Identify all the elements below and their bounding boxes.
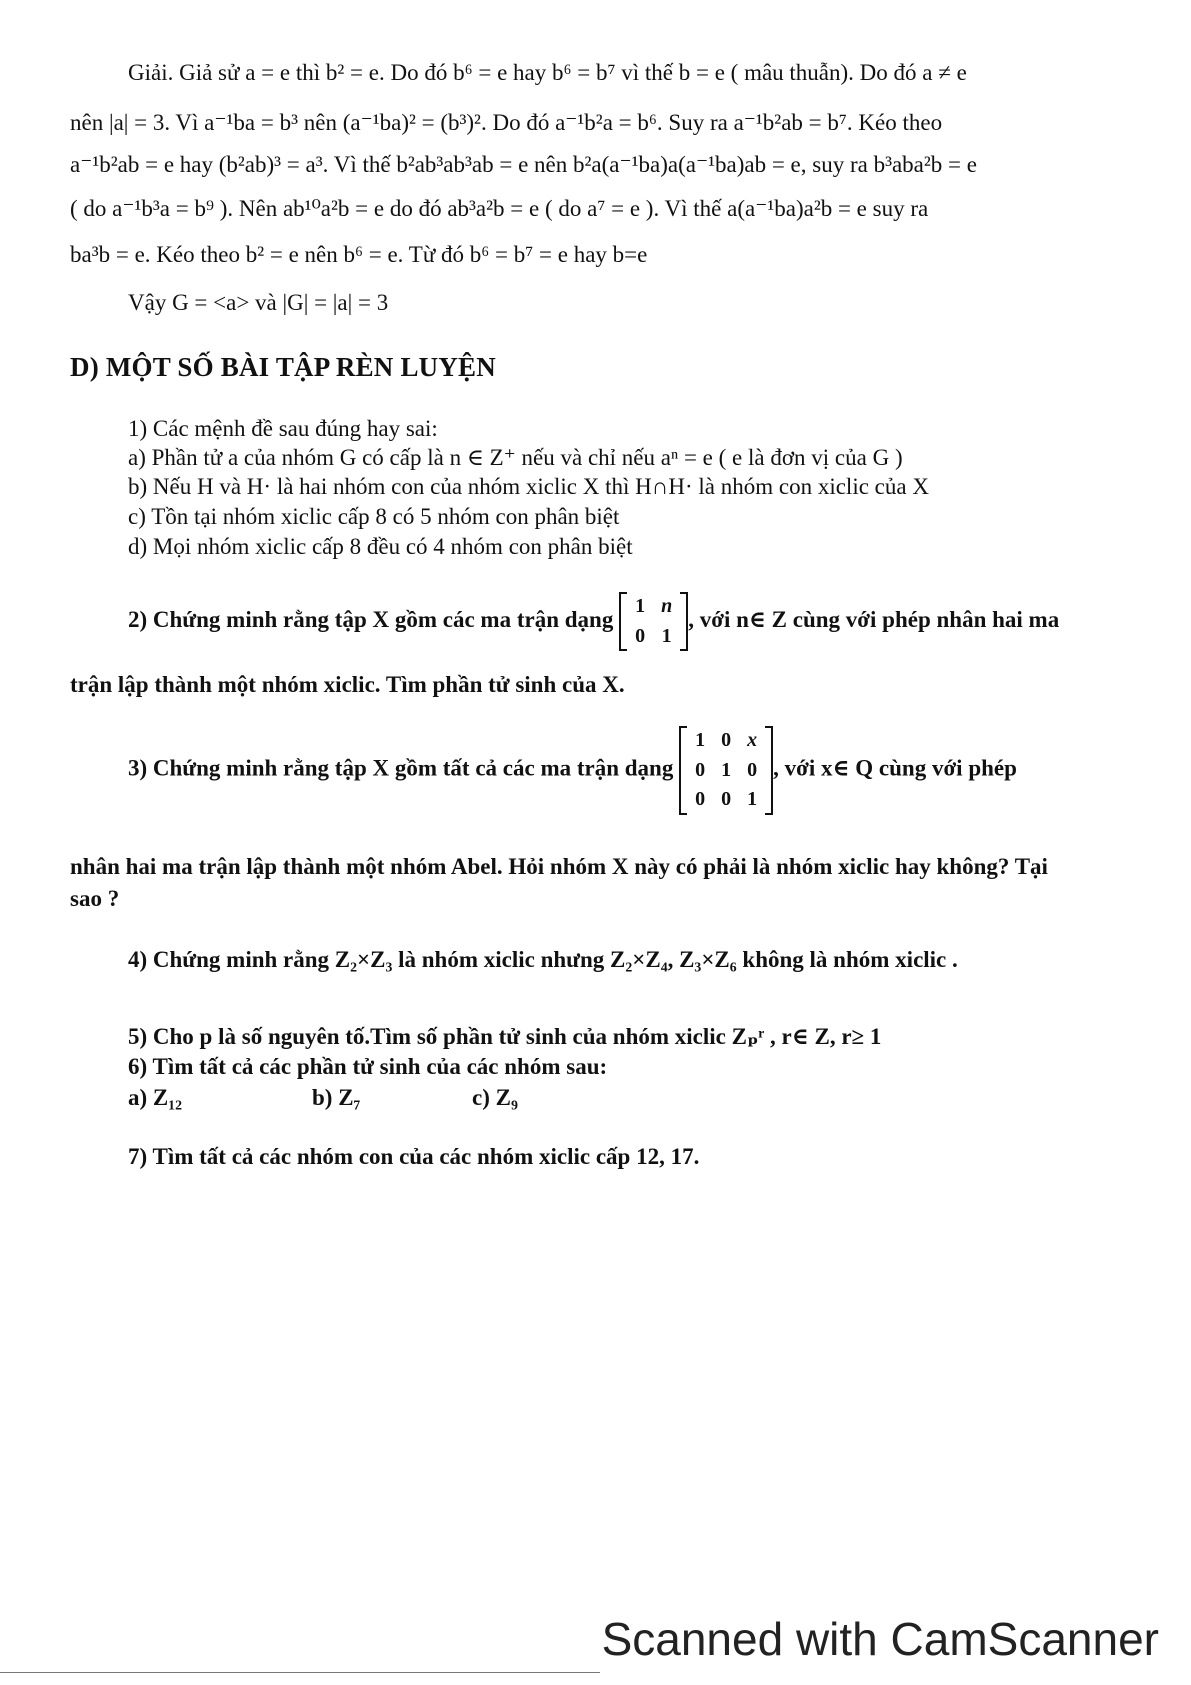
- solution-line-5: ba³b = e. Kéo theo b² = e nên b⁶ = e. Từ đó b⁶ = b⁷ = e hay b=e: [70, 242, 648, 267]
- exercise-7: 7) Tìm tất cả các nhóm con của các nhóm xiclic cấp 12, 17.: [128, 1144, 700, 1169]
- bottom-rule: [0, 1672, 600, 1673]
- exercise-5: 5) Cho p là số nguyên tố.Tìm số phần tử sinh của nhóm xiclic Zₚʳ , r∈ Z, r≥ 1: [128, 1024, 882, 1049]
- exercise-6-a: a) Z₁₂: [128, 1085, 183, 1110]
- section-title: D) MỘT SỐ BÀI TẬP RÈN LUYỆN: [70, 352, 496, 382]
- exercise-1-b: b) Nếu H và H· là hai nhóm con của nhóm xiclic X thì H∩H· là nhóm con xiclic của X: [128, 474, 929, 499]
- matrix-2x2: 1 n 0 1: [619, 592, 688, 651]
- exercise-3-text-cont: , với x∈ Q cùng với phép: [773, 755, 1017, 781]
- camscanner-watermark: Scanned with CamScanner: [601, 1613, 1159, 1665]
- solution-line-4: ( do a⁻¹b³a = b⁹ ). Nên ab¹⁰a²b = e do đó ab³a²b = e ( do a⁷ = e ). Vì thế a(a⁻¹ba)a²b = e suy ra: [70, 196, 929, 221]
- exercise-2: [128, 592, 1059, 651]
- exercise-6-intro: 6) Tìm tất cả các phần tử sinh của các nhóm sau:: [128, 1054, 608, 1079]
- exercise-1-c: c) Tồn tại nhóm xiclic cấp 8 có 5 nhóm con phân biệt: [128, 504, 620, 529]
- solution-line-2: nên |a| = 3. Vì a⁻¹ba = b³ nên (a⁻¹ba)² = (b³)². Do đó a⁻¹b²a = b⁶. Suy ra a⁻¹b²ab = b⁷. Kéo theo: [70, 110, 943, 135]
- solution-line-1: Giải. Giả sử a = e thì b² = e. Do đó b⁶ = e hay b⁶ = b⁷ vì thế b = e ( mâu thuẫn). Do đó a ≠ e: [128, 60, 967, 85]
- exercise-3: [128, 726, 1017, 815]
- exercise-3-text: 3) Chứng minh rằng tập X gồm tất cả các ma trận dạng: [128, 755, 674, 781]
- exercise-1-d: d) Mọi nhóm xiclic cấp 8 đều có 4 nhóm con phân biệt: [128, 534, 633, 559]
- exercise-6-c: c) Z₉: [472, 1085, 518, 1110]
- exercise-2-line-2: trận lập thành một nhóm xiclic. Tìm phần tử sinh của X.: [70, 672, 625, 697]
- matrix-3x3: 1 0 x 0 1 0 0 0 1: [679, 726, 773, 815]
- exercise-2-text: 2) Chứng minh rằng tập X gồm các ma trận dạng: [128, 606, 614, 632]
- exercise-3-line-3: sao ?: [70, 886, 120, 911]
- exercise-6-b: b) Z₇: [312, 1085, 361, 1110]
- exercise-3-line-2: nhân hai ma trận lập thành một nhóm Abel. Hỏi nhóm X này có phải là nhóm xiclic hay không? Tại: [70, 854, 1048, 879]
- solution-conclusion: Vậy G = <a> và |G| = |a| = 3: [128, 290, 389, 315]
- exercise-4: 4) Chứng minh rằng Z₂×Z₃ là nhóm xiclic nhưng Z₂×Z₄, Z₃×Z₆ không là nhóm xiclic .: [128, 947, 958, 972]
- exercise-2-text-cont: , với n∈ Z cùng với phép nhân hai ma: [688, 606, 1060, 632]
- exercise-1-a: a) Phần tử a của nhóm G có cấp là n ∈ Z⁺ nếu và chỉ nếu aⁿ = e ( e là đơn vị của G ): [128, 445, 903, 470]
- solution-line-3: a⁻¹b²ab = e hay (b²ab)³ = a³. Vì thế b²ab³ab³ab = e nên b²a(a⁻¹ba)a(a⁻¹ba)ab = e, suy ra b³aba²b = e: [70, 152, 977, 177]
- exercise-1-intro: 1) Các mệnh đề sau đúng hay sai:: [128, 416, 438, 441]
